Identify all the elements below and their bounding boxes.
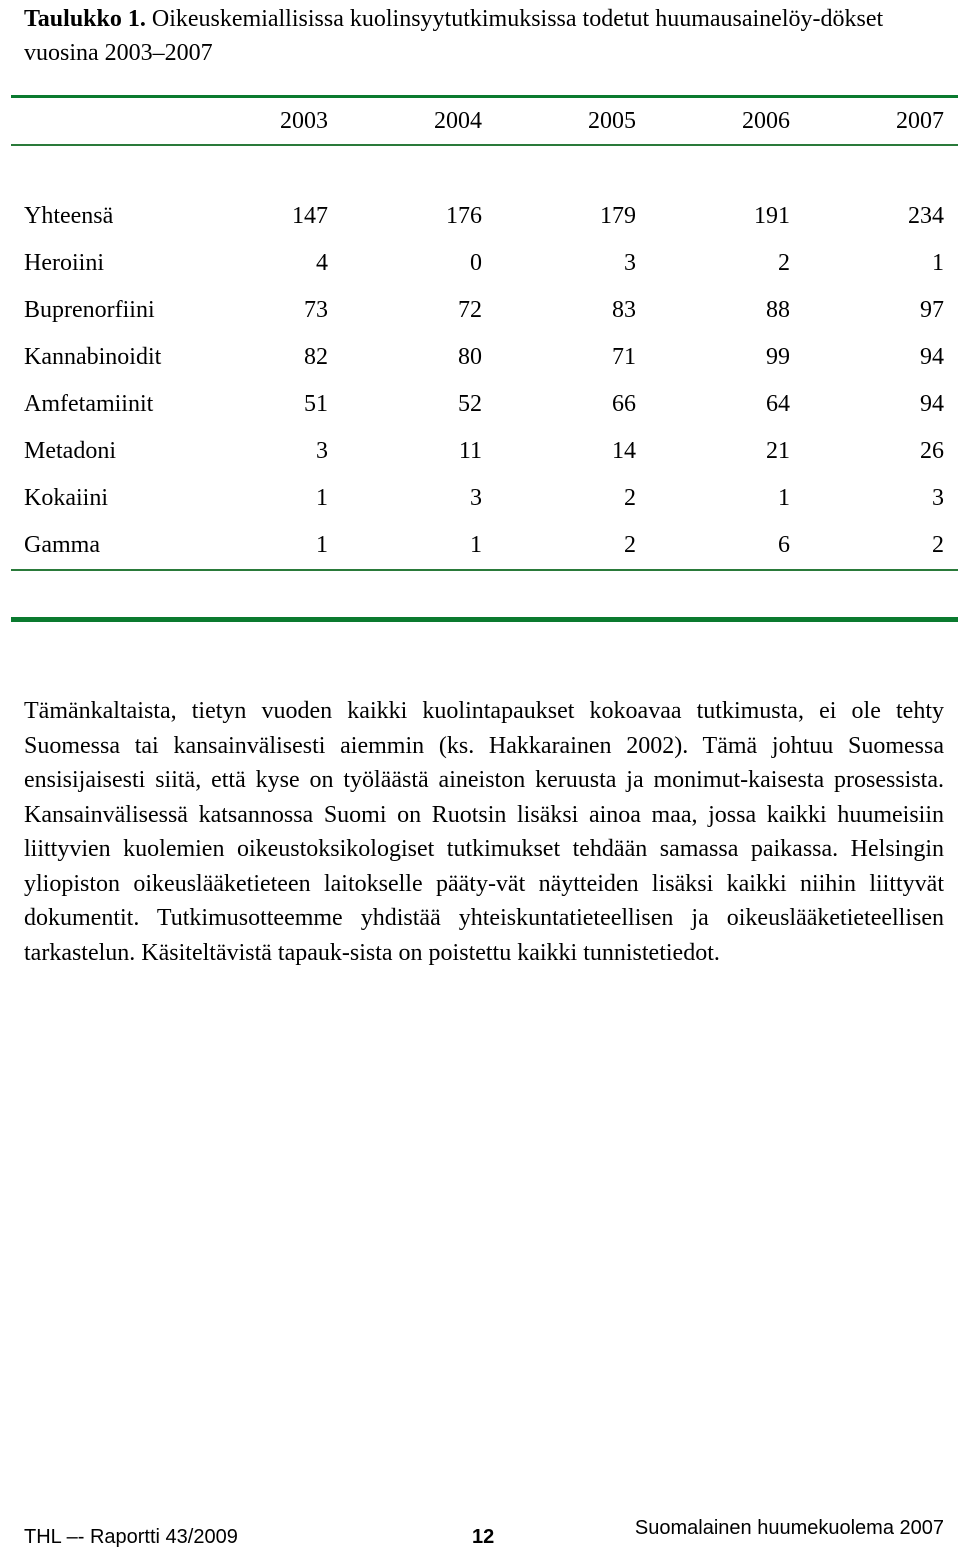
- table-cell: 2: [932, 532, 944, 558]
- row-label: Kannabinoidit: [24, 344, 162, 370]
- header-year: 2006: [742, 107, 790, 134]
- table-cell: 234: [908, 203, 944, 229]
- table-cell: 1: [316, 532, 328, 558]
- table-cell: 88: [766, 297, 790, 323]
- table-cell: 72: [458, 297, 482, 323]
- table-cell: 1: [470, 532, 482, 558]
- header-year: 2003: [280, 107, 328, 134]
- table-cell: 179: [600, 203, 636, 229]
- table-row: [11, 287, 958, 334]
- footer-publication-title: Suomalainen huumekuolema 2007: [634, 1517, 944, 1539]
- header-empty-cell: [11, 98, 188, 144]
- row-label: Gamma: [24, 532, 100, 558]
- table-row: [11, 193, 958, 240]
- header-year: 2004: [434, 107, 482, 134]
- header-year: 2005: [588, 107, 636, 134]
- table-cell: 2: [624, 485, 636, 511]
- table-cell: 21: [766, 438, 790, 464]
- body-paragraph: Tämänkaltaista, tietyn vuoden kaikki kuolintapaukset kokoavaa tutkimusta, ei ole tehty Suomessa tai kansainvälisesti aiemmin (ks. Hakkarainen 2002). Tämä johtuu Suomessa ensisijaisesti siitä, että kyse on työläästä aineiston keruusta ja monimut-kaisesta prosessista. Kansainvälisessä katsannossa Suomi on Ruotsin lisäksi ainoa maa, jossa kaikki huumeisiin liittyvien kuolemien oikeustoksikologiset tutkimukset tehdään samassa paikassa. Helsingin yliopiston oikeuslääketieteen laitokselle pääty-vät näytteiden lisäksi kaikki niihin liittyvät dokumentit. Tutkimusotteemme yhdistää yhteiskuntatieteellisen ja oikeuslääketieteellisen tarkastelun. Käsiteltävistä tapauk-sista on poistettu kaikki tunnistetiedot.: [24, 698, 944, 966]
- table-cell: 26: [920, 438, 944, 464]
- table-cell: 2: [624, 532, 636, 558]
- table-cell: 3: [470, 485, 482, 511]
- table-cell: 191: [754, 203, 790, 229]
- table-row: [11, 334, 958, 381]
- table-row: [11, 475, 958, 522]
- table-cell: 83: [612, 297, 636, 323]
- data-table-body: [11, 193, 958, 569]
- table-cell: 2: [778, 250, 790, 276]
- footer-page-number: 12: [472, 1526, 495, 1548]
- table-cell: 6: [778, 532, 790, 558]
- table-cell: 99: [766, 344, 790, 370]
- table-row: [11, 428, 958, 475]
- table-cell: 1: [778, 485, 790, 511]
- table-cell: 64: [766, 391, 790, 417]
- table-cell: 80: [458, 344, 482, 370]
- table-cell: 3: [932, 485, 944, 511]
- drug-findings-table: [11, 95, 958, 571]
- table-cell: 176: [446, 203, 482, 229]
- table-cell: 52: [458, 391, 482, 417]
- caption-label: Taulukko 1.: [24, 6, 146, 32]
- row-label: Kokaiini: [24, 485, 108, 511]
- table-cell: 71: [612, 344, 636, 370]
- table-row: [11, 381, 958, 428]
- row-label: Buprenorfiini: [24, 297, 155, 323]
- data-table: [11, 98, 958, 144]
- table-cell: 51: [304, 391, 328, 417]
- table-caption: [24, 2, 944, 70]
- table-cell: 94: [920, 344, 944, 370]
- row-label: Heroiini: [24, 250, 104, 276]
- table-cell: 3: [316, 438, 328, 464]
- caption-text: Oikeuskemiallisissa kuolinsyytutkimuksissa todetut huumausainelöy-dökset vuosina 2003–2007: [24, 6, 884, 66]
- table-row: [11, 240, 958, 287]
- header-year: 2007: [896, 107, 944, 134]
- table-header-row: [11, 98, 958, 144]
- table-cell: 1: [316, 485, 328, 511]
- section-divider-rule: [11, 617, 958, 622]
- table-cell: 97: [920, 297, 944, 323]
- table-cell: 66: [612, 391, 636, 417]
- table-cell: 4: [316, 250, 328, 276]
- table-cell: 14: [612, 438, 636, 464]
- table-cell: 147: [292, 203, 328, 229]
- table-cell: 94: [920, 391, 944, 417]
- row-label: Metadoni: [24, 438, 116, 464]
- table-cell: 73: [304, 297, 328, 323]
- table-cell: 1: [932, 250, 944, 276]
- table-cell: 0: [470, 250, 482, 276]
- row-label: Yhteensä: [24, 203, 114, 229]
- table-bottom-rule: [11, 569, 958, 571]
- table-row: [11, 522, 958, 569]
- table-cell: 82: [304, 344, 328, 370]
- table-cell: 11: [458, 438, 482, 464]
- row-label: Amfetamiinit: [24, 391, 154, 417]
- table-cell: 3: [624, 250, 636, 276]
- footer-report-id: THL –- Raportti 43/2009: [24, 1526, 238, 1548]
